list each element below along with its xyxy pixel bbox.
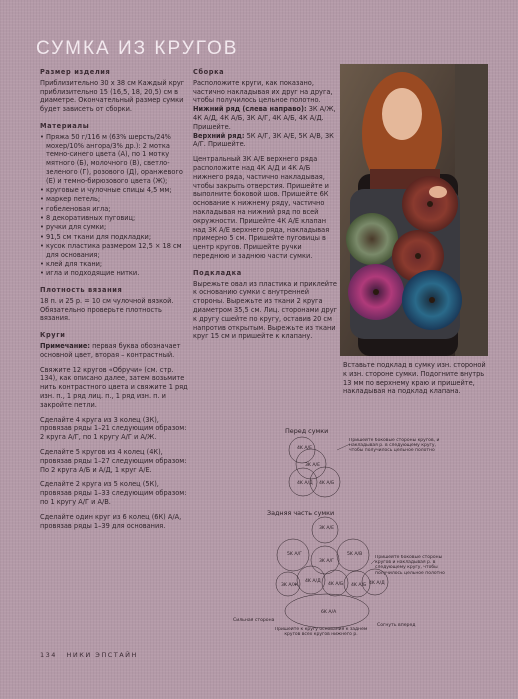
- materials-item: • круговые и чулочные спицы 4,5 мм;: [40, 186, 190, 195]
- back-label: 4K А/Д: [305, 579, 321, 584]
- back-label: 4K А/Б: [351, 583, 367, 588]
- gauge-text: 18 п. и 25 р. = 10 см чулочной вязкой. Обязательно проверьте плотность вязания.: [40, 296, 174, 323]
- back-note: Пришейте боковые стороны кругов и накладывая р. в следующему кругу, чтобы получилось цельное полотно: [375, 555, 445, 576]
- back-label: 4K А/Б: [328, 582, 344, 587]
- lining-caption: Вставьте подклад в сумку изн. стороной к изн. стороне сумки. Подогните внутрь 13 мм по верхнему краю и пришейте, накладывая на подклад клапана.: [343, 361, 486, 396]
- materials-item: • Пряжа 50 г/116 м (63% шерсть/24% мохер/10% ангора/3% др.): 2 мотка темно-синего цвета (А), по 1 мотку мятного (Б), молочного (В), светло-зеленого (Г), розового (Д), оранжевого (Е) и темно-бирюзового цвета (Ж);: [40, 133, 190, 186]
- back-label: 5K А/Г: [287, 552, 302, 557]
- materials-item: • гобеленовая игла;: [40, 205, 190, 214]
- assembly-top-text: 5К А/Г, 3К А/Е, 5К А/В, 3К А/Г. Пришейте.: [193, 131, 334, 149]
- back-diagram-title: Задняя часть сумки: [267, 509, 335, 517]
- back-label: 6K А/А: [321, 610, 337, 615]
- back-label: 3K А/Е: [319, 526, 334, 531]
- front-label: 4K А/Б: [319, 481, 335, 486]
- circles-paragraph: Сделайте 2 круга из 5 колец (5К), провязав ряды 1–33 следующим образом: по 1 кругу А/Г и А/В.: [40, 480, 187, 506]
- materials-item: • клей для ткани;: [40, 260, 190, 269]
- materials-item: • 8 декоративных пуговиц;: [40, 214, 190, 223]
- lining-text: Вырежьте овал из пластика и приклейте к основанию сумки с внутренней стороны. Вырежьте из ткани 2 круга диаметром 35,5 см. Лиц. сторонами друг к другу сшейте по кругу, оставив 20 см напротив открытым. Вырежьте из ткани круг 15 см и пришейте к клапану.: [193, 279, 338, 341]
- circles-paragraph: Сделайте 4 круга из 3 колец (3К), провязав ряды 1–21 следующим образом: 2 круга А/Г, по 1 кругу А/Г и А/Ж.: [40, 415, 187, 442]
- bag-photo: [340, 64, 488, 356]
- back-note-box: [375, 555, 453, 579]
- circles-note-text: первая буква обозначает основной цвет, вторая – контрастный.: [40, 342, 181, 359]
- materials-item: • ручки для сумки;: [40, 223, 190, 232]
- column-left: [40, 68, 190, 536]
- page-number: 134: [40, 651, 57, 659]
- front-note-box: [349, 438, 449, 462]
- page-footer: [40, 651, 138, 659]
- circles-note-label: Примечание:: [40, 342, 90, 351]
- circles-note: [40, 342, 190, 360]
- assembly-heading: Сборка: [193, 68, 225, 76]
- back-bottom-note: Пришейте к кругу основания к заднем кругов всех кругов нижнего р.: [274, 627, 368, 638]
- materials-heading: Материалы: [40, 121, 90, 130]
- assembly-text: Центральный 3К А/Е верхнего ряда расположите над 4К А/Д и 4К А/Б нижнего ряда, частично накладывая, чтобы закрыть отверстия. Пришейте и выполните боковой шов. Пришейте 6К основание к нижнему ряду, частично накладывая на нижний ряд по всей окружности. Пришейте 4К А/Е клапан над 3К А/Е верхнего ряда, накладывая примерно 5 см. Пришейте пуговицы в центр кругов. Пришейте ручки переднюю и заднюю части сумки.: [193, 155, 330, 260]
- materials-item: • 91,5 см ткани для подкладки;: [40, 233, 190, 242]
- column-middle: [193, 68, 338, 347]
- assembly-diagrams: [225, 420, 455, 645]
- author-name: НИКИ ЭПСТАЙН: [66, 651, 138, 659]
- assembly-bottom-label: Нижний ряд (слева направо):: [193, 105, 307, 114]
- back-label: 3K А/Ж: [281, 583, 299, 588]
- front-diagram-title: Перед сумки: [285, 427, 329, 435]
- back-label: 5K А/В: [347, 552, 363, 557]
- assembly-bottom-row: [193, 105, 338, 131]
- back-label: 4K А/Д: [369, 581, 385, 586]
- front-label: 3K А/Е: [305, 463, 320, 468]
- assembly-intro: Расположите круги, как показано, частично накладывая их друг на друга, чтобы получилось цельное полотно.: [193, 78, 333, 105]
- gauge-heading: Плотность вязания: [40, 286, 123, 295]
- size-heading: Размер изделия: [40, 68, 111, 76]
- materials-item: • кусок пластика размером 12,5 × 18 см для основания;: [40, 242, 190, 260]
- circles-paragraph: Свяжите 12 кругов «Обручи» (см. стр. 134), как описано далее, затем возьмите нить контрастного цвета и свяжите 1 ряд изн. п., 1 ряд лиц. п., 1 ряд изн. п. и закройте петли.: [40, 365, 188, 409]
- back-bottom-note-box: [271, 627, 371, 643]
- assembly-bottom-text: 3К А/Ж, 4К А/Д, 4К А/Б, 3К А/Г, 4К А/Б, 4К А/Д. Пришейте.: [193, 105, 336, 131]
- front-note: Пришейте боковые стороны кругов, и накладывая р. в следующему кругу, чтобы получилось цельное полотно: [349, 438, 440, 454]
- back-left-label: Сильная сторона: [233, 618, 275, 623]
- materials-item: • маркер петель;: [40, 195, 190, 204]
- circles-paragraph: Сделайте 5 кругов из 4 колец (4К), провязав ряды 1–27 следующим образом: По 2 круга А/Б и А/Д, 1 круг А/Е.: [40, 447, 187, 474]
- back-label: 3K А/Г: [319, 559, 334, 564]
- materials-item: • игла и подходящие нитки.: [40, 269, 190, 278]
- front-label: 4K А/Д: [297, 481, 313, 486]
- circles-heading: Круги: [40, 331, 66, 340]
- lining-heading: Подкладка: [193, 268, 242, 277]
- assembly-top-row: [193, 132, 338, 150]
- front-label: 4K А/Е: [297, 446, 312, 451]
- back-right-label: Согнуть вперед: [377, 623, 416, 628]
- assembly-top-label: Верхний ряд:: [193, 131, 245, 140]
- size-text: Приблизительно 30 х 38 см Каждый круг приблизительно 15 (16,5, 18, 20,5) см в диаметре. Окончательный размер сумки будет зависеть от сборки.: [40, 78, 185, 114]
- circles-paragraph: Сделайте один круг из 6 колец (6К) А/А, провязав ряды 1–39 для основания.: [40, 512, 182, 530]
- materials-list: [40, 133, 190, 278]
- bag-photo-illustration: [340, 64, 488, 356]
- page-title: СУМКА ИЗ КРУГОВ: [36, 38, 239, 59]
